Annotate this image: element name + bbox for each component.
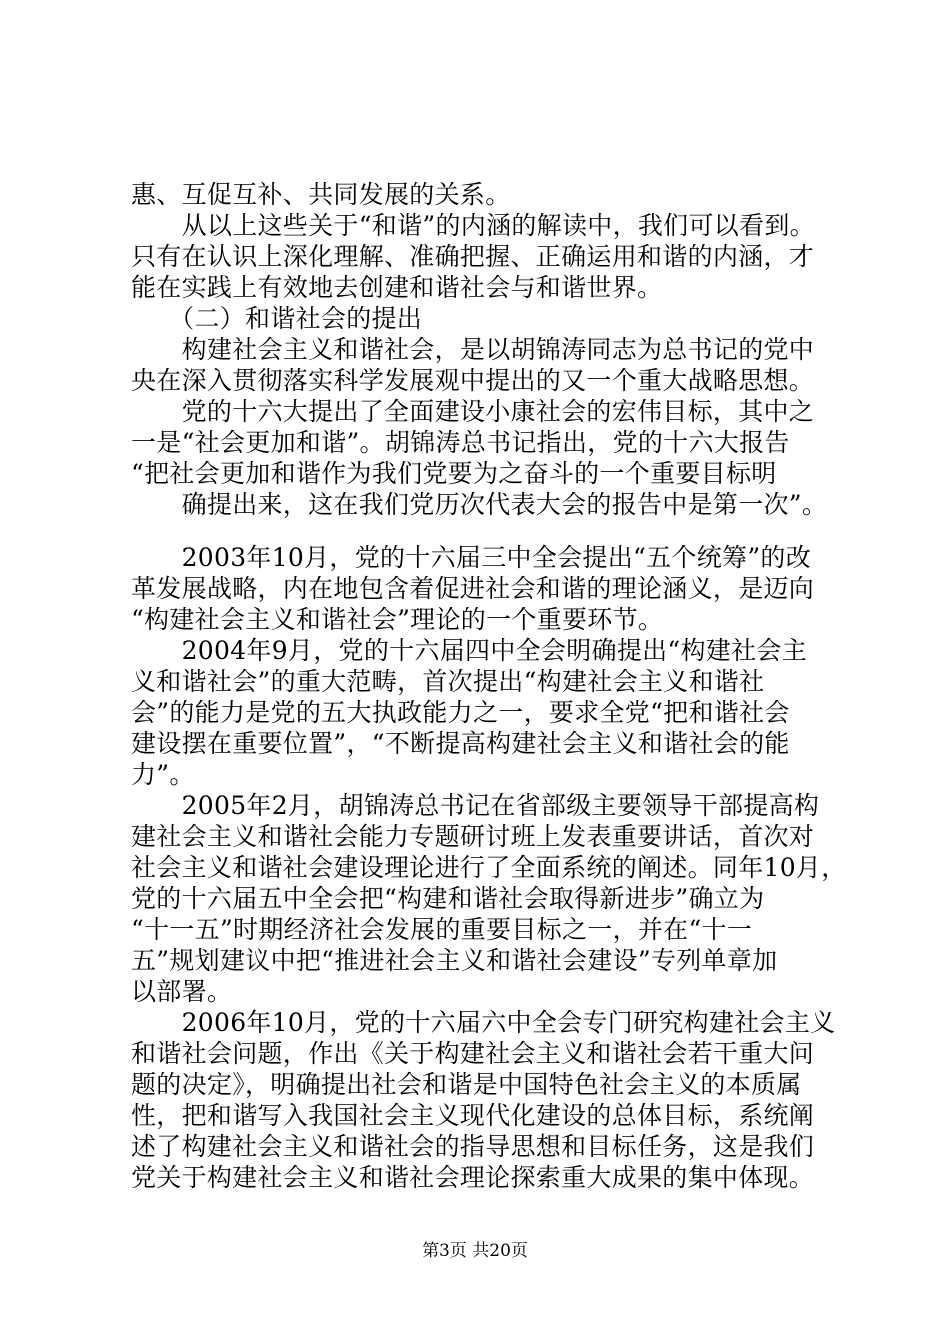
text-line: 义和谐社会”的重大范畴，首次提出“构建社会主义和谐社	[131, 667, 765, 696]
text-line: 述了构建社会主义和谐社会的指导思想和目标任务，这是我们	[131, 1132, 815, 1161]
text-line: 力”。	[131, 760, 195, 789]
text-line: 建社会主义和谐社会能力专题研讨班上发表重要讲话，首次对	[131, 822, 815, 851]
text-line: 2006年10月，党的十六届六中全会专门研究构建社会主义	[131, 1008, 836, 1037]
text-line: 确提出来，这在我们党历次代表大会的报告中是第一次”。	[131, 490, 828, 519]
text-line: 一是“社会更加和谐”。胡锦涛总书记指出，党的十六大报告	[131, 428, 790, 457]
text-line: 以部署。	[131, 977, 233, 1006]
text-line: “把社会更加和谐作为我们党要为之奋斗的一个重要目标明	[131, 459, 777, 488]
text-line: 党的十六届五中全会把“构建和谐社会取得新进步”确立为	[131, 884, 765, 913]
section-heading: （二）和谐社会的提出	[131, 304, 423, 333]
text-line: 党的十六大提出了全面建设小康社会的宏伟目标，其中之	[131, 397, 815, 426]
text-line: 革发展战略，内在地包含着促进社会和谐的理论涵义，是迈向	[131, 574, 815, 603]
text-line: 惠、互促互补、共同发展的关系。	[131, 180, 511, 209]
text-line: “构建社会主义和谐社会”理论的一个重要环节。	[131, 605, 664, 634]
text-line: “十一五”时期经济社会发展的重要目标之一，并在“十一	[131, 915, 753, 944]
text-line: 构建社会主义和谐社会，是以胡锦涛同志为总书记的党中	[131, 335, 815, 364]
text-line: 能在实践上有效地去创建和谐社会与和谐世界。	[131, 273, 663, 302]
text-line: 题的决定》，明确提出社会和谐是中国特色社会主义的本质属	[131, 1070, 802, 1099]
text-line: 党关于构建社会主义和谐社会理论探索重大成果的集中体现。	[131, 1163, 815, 1192]
text-line: 性，把和谐写入我国社会主义现代化建设的总体目标，系统阐	[131, 1101, 815, 1130]
text-line: 社会主义和谐社会建设理论进行了全面系统的阐述。同年10月，	[131, 853, 847, 882]
text-line: 和谐社会问题，作出《关于构建社会主义和谐社会若干重大问	[131, 1039, 815, 1068]
text-line: 五”规划建议中把“推进社会主义和谐社会建设”专列单章加	[131, 946, 778, 975]
text-line: 只有在认识上深化理解、准确把握、正确运用和谐的内涵，才	[131, 242, 815, 271]
text-line: 央在深入贯彻落实科学发展观中提出的又一个重大战略思想。	[131, 366, 815, 395]
page-number-footer: 第3页 共20页	[422, 1241, 528, 1261]
text-line: 从以上这些关于“和谐”的内涵的解读中，我们可以看到。	[131, 211, 815, 240]
text-line: 建设摆在重要位置”，“不断提高构建社会主义和谐社会的能	[131, 729, 790, 758]
text-line: 2003年10月，党的十六届三中全会提出“五个统筹”的改	[131, 543, 811, 572]
text-line: 2004年9月，党的十六届四中全会明确提出“构建社会主	[131, 636, 808, 665]
text-line: 会”的能力是党的五大执政能力之一，要求全党“把和谐社会	[131, 698, 790, 727]
text-line: 2005年2月，胡锦涛总书记在省部级主要领导干部提高构	[131, 791, 820, 820]
